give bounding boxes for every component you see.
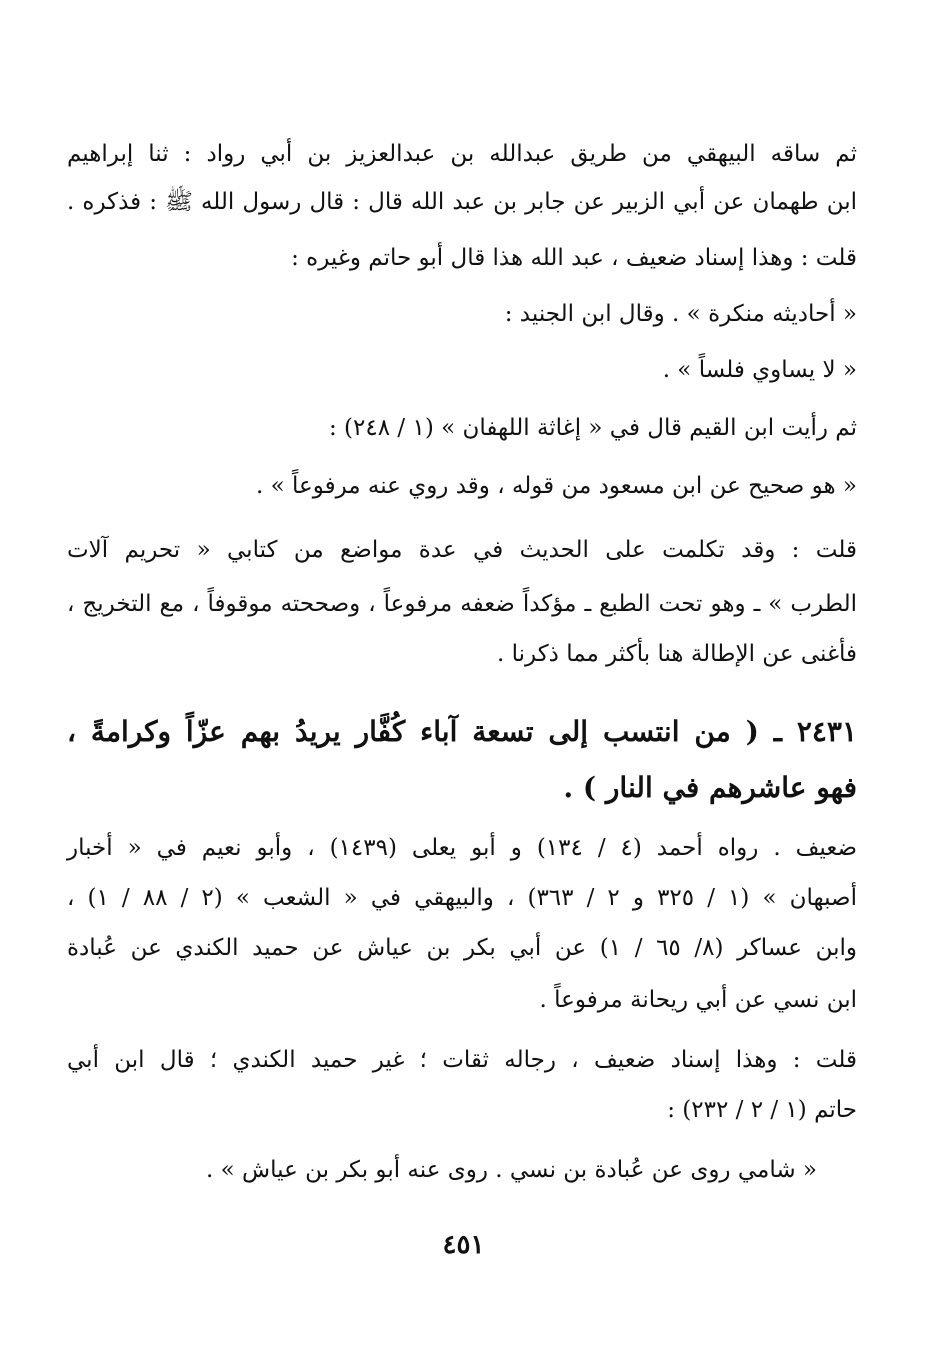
text-line-8: قلت : وقد تكلمت على الحديث في عدة مواضع من كتابي « تحريم آلات (67, 537, 857, 563)
text-line-17: قلت : وهذا إسناد ضعيف ، رجاله ثقات ؛ غير حميد الكندي ؛ قال ابن أبي (67, 1047, 857, 1073)
text-line-16: ابن نسي عن أبي ريحانة مرفوعاً . (539, 987, 857, 1013)
text-line-7: « هو صحيح عن ابن مسعود من قوله ، وقد روي عنه مرفوعاً » . (255, 473, 857, 499)
text-line-2: ابن طهمان عن أبي الزبير عن جابر بن عبد الله قال : قال رسول الله ﷺ : فذكره . (67, 189, 857, 215)
text-line-15: وابن عساكر (٨/ ٦٥ / ١) عن أبي بكر بن عياش عن حميد الكندي عن عُبادة (67, 935, 857, 961)
text-line-13: ضعيف . رواه أحمد (٤ / ١٣٤) و أبو يعلى (١٤٣٩) ، وأبو نعيم في « أخبار (67, 835, 857, 861)
hadith-heading-line-1: ٢٤٣١ ـ ( من انتسب إلى تسعة آباء كُفَّار يريدُ بهم عزّاً وكرامةً ، (67, 715, 857, 748)
text-line-5: « لا يساوي فلساً » . (662, 357, 857, 383)
text-line-14: أصبهان » (١ / ٣٢٥ و ٢ / ٣٦٣) ، والبيهقي في « الشعب » (٢ / ٨٨ / ١) ، (67, 885, 857, 911)
text-line-19: « شامي روى عن عُبادة بن نسي . روى عنه أبو بكر بن عياش » . (206, 1157, 817, 1183)
page-number: ٤٥١ (442, 1230, 485, 1260)
text-line-18: حاتم (١ / ٢ / ٢٣٢) : (667, 1097, 857, 1123)
text-line-10: فأغنى عن الإطالة هنا بأكثر مما ذكرنا . (496, 641, 857, 667)
hadith-heading-line-2: فهو عاشرهم في النار ) . (563, 771, 857, 804)
text-line-4: « أحاديثه منكرة » . وقال ابن الجنيد : (504, 301, 857, 327)
text-line-9: الطرب » ـ وهو تحت الطبع ـ مؤكداً ضعفه مرفوعاً ، وصححته موقوفاً ، مع التخريج ، (67, 591, 857, 617)
text-line-3: قلت : وهذا إسناد ضعيف ، عبد الله هذا قال أبو حاتم وغيره : (291, 245, 857, 271)
text-line-1: ثم ساقه البيهقي من طريق عبدالله بن عبدالعزيز بن أبي رواد : ثنا إبراهيم (67, 141, 857, 167)
text-line-6: ثم رأيت ابن القيم قال في « إغاثة اللهفان » (١ / ٢٤٨) : (328, 415, 857, 441)
